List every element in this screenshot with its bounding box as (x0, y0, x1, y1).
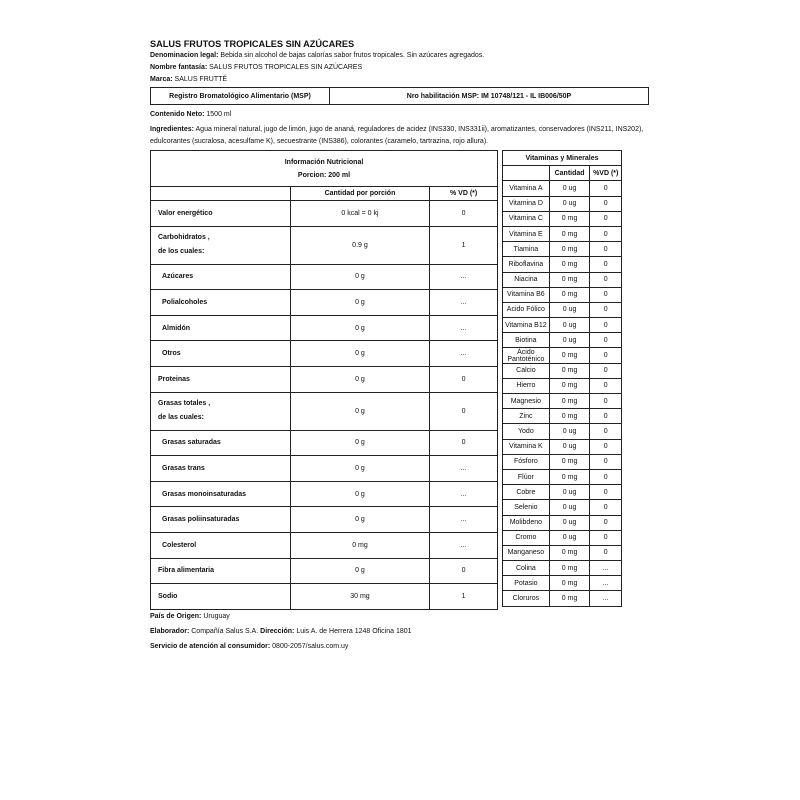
vitamin-row (503, 272, 622, 287)
nutrition-row-name: Proteinas (151, 366, 291, 392)
denominacion-label: Denominacion legal: (150, 52, 219, 59)
nutrition-row-vd: 0 (430, 392, 498, 430)
direccion-label: Dirección: (260, 628, 295, 635)
vitamin-row-vd: 0 (590, 318, 622, 333)
nutrition-row-name (151, 392, 291, 430)
vitamin-row-cantidad: 0 ug (549, 333, 590, 348)
vitamin-row (503, 348, 622, 363)
vitamin-row-vd: 0 (590, 242, 622, 257)
vitamin-row (503, 485, 622, 500)
nutrition-row-name: Valor energético (151, 201, 291, 227)
vitamin-row-cantidad: 0 mg (549, 348, 590, 363)
vitamin-row (503, 257, 622, 272)
nutrition-row-cantidad: 0.9 g (290, 226, 430, 264)
vitamin-row-cantidad: 0 mg (549, 409, 590, 424)
nutrition-row-vd: ... (430, 264, 498, 290)
nutrition-header (151, 151, 498, 187)
nutrition-row (151, 392, 498, 430)
nutrition-row-cantidad: 0 kcal = 0 kj (290, 201, 430, 227)
vitamin-row (503, 454, 622, 469)
nutrition-row-cantidad: 0 g (290, 290, 430, 316)
elaborador-label: Elaborador: (150, 628, 190, 635)
vitamin-row-cantidad: 0 ug (549, 196, 590, 211)
nutrition-row-cantidad: 30 mg (290, 584, 430, 610)
vitamin-row-cantidad: 0 ug (549, 500, 590, 515)
nutrition-row (151, 226, 498, 264)
vitamin-row-vd: ... (590, 591, 622, 606)
vitamin-row (503, 226, 622, 241)
vitamin-row-vd: 0 (590, 439, 622, 454)
nutrition-col-cantidad: Cantidad por porción (290, 187, 430, 201)
fantasia-line (150, 64, 362, 71)
nutrition-row-name: Azúcares (151, 264, 291, 290)
servicio-value: 0800-2057/salus.com.uy (272, 643, 349, 650)
vitamin-row-cantidad: 0 mg (549, 576, 590, 591)
vitamin-row (503, 409, 622, 424)
vitamin-row-name: Biotina (503, 333, 550, 348)
nutrition-row-name: Almidón (151, 315, 291, 341)
nutrition-row (151, 532, 498, 558)
vitamin-row-cantidad: 0 mg (549, 469, 590, 484)
nutrition-row-name-line2: de los cuales: (158, 248, 205, 256)
denominacion-value: Bebida sin alcohol de bajas calorías sabor frutos tropicales. Sin azúcares agregados. (220, 52, 485, 59)
nutrition-row-cantidad: 0 g (290, 341, 430, 367)
nutrition-row-vd: 0 (430, 430, 498, 456)
vitamin-row-name: Selenio (503, 500, 550, 515)
nutrition-row (151, 290, 498, 316)
denominacion-line (150, 52, 484, 59)
vitamin-row-cantidad: 0 mg (549, 287, 590, 302)
vitamin-row-vd: 0 (590, 348, 622, 363)
servicio-line (150, 643, 348, 650)
vitamin-row (503, 530, 622, 545)
vitamin-row-cantidad: 0 ug (549, 302, 590, 317)
vitamin-row-name: Vitamina D (503, 196, 550, 211)
ingredientes-label: Ingredientes: (150, 126, 194, 133)
vitamin-row-vd: 0 (590, 196, 622, 211)
vitamin-row-cantidad: 0 mg (549, 545, 590, 560)
vitamin-row-name: Vitamina B6 (503, 287, 550, 302)
nutrition-row-cantidad: 0 g (290, 558, 430, 584)
vitamin-row (503, 333, 622, 348)
vitamin-row-vd: 0 (590, 287, 622, 302)
vitamin-row-cantidad: 0 mg (549, 454, 590, 469)
nutrition-row-cantidad: 0 g (290, 507, 430, 533)
vitamin-row-cantidad: 0 mg (549, 394, 590, 409)
vitamin-row (503, 181, 622, 196)
vitamin-row-vd: 0 (590, 530, 622, 545)
nutrition-col-name (151, 187, 291, 201)
vitamin-row-vd: 0 (590, 515, 622, 530)
vitamins-table (502, 150, 622, 607)
vitamin-row (503, 545, 622, 560)
vitamin-row-name: Vitamina E (503, 226, 550, 241)
origen-value: Uruguay (203, 613, 230, 620)
nutrition-row-name-line1: Grasas totales , (158, 400, 211, 408)
nutrition-row-name: Otros (151, 341, 291, 367)
vitamin-row-vd: 0 (590, 211, 622, 226)
vitamin-row-name: Potasio (503, 576, 550, 591)
vitamin-row-cantidad: 0 ug (549, 318, 590, 333)
elaborador-line (150, 628, 412, 635)
nutrition-row-name: Grasas trans (151, 456, 291, 482)
marca-line (150, 76, 227, 83)
registro-table (150, 87, 649, 105)
vitamin-row-name: Cobre (503, 485, 550, 500)
vitamin-row-name: Acido Fólico (503, 302, 550, 317)
vitamin-row (503, 469, 622, 484)
vitamin-row-cantidad: 0 mg (549, 363, 590, 378)
vitamin-row (503, 211, 622, 226)
vitamin-row-name: Manganeso (503, 545, 550, 560)
nutrition-row (151, 430, 498, 456)
vitamin-row (503, 242, 622, 257)
nutrition-row-vd: ... (430, 532, 498, 558)
origen-line (150, 613, 230, 620)
marca-label: Marca: (150, 76, 173, 83)
vitamin-row-name: Vitamina B12 (503, 318, 550, 333)
vitamin-row-cantidad: 0 mg (549, 242, 590, 257)
vitamin-row-vd: 0 (590, 272, 622, 287)
vitamin-row-name: Cromo (503, 530, 550, 545)
vitamin-row-name: Yodo (503, 424, 550, 439)
registro-left: Registro Bromatológico Alimentario (MSP) (151, 88, 330, 105)
nutrition-row-vd: ... (430, 481, 498, 507)
nutrition-row (151, 558, 498, 584)
vitamin-row-vd: 0 (590, 363, 622, 378)
nutrition-header-portion: Porcion: 200 ml (297, 171, 351, 179)
vitamin-row-name: Riboflavina (503, 257, 550, 272)
contenido-value: 1500 ml (206, 111, 232, 118)
nutrition-row-name: Grasas poliinsaturadas (151, 507, 291, 533)
nutrition-row (151, 201, 498, 227)
vitamin-row-vd: 0 (590, 181, 622, 196)
vitamin-row (503, 318, 622, 333)
vitamin-row-vd: 0 (590, 500, 622, 515)
vitamin-row-name: Calcio (503, 363, 550, 378)
nutrition-row (151, 456, 498, 482)
contenido-line (150, 111, 231, 118)
nutrition-row-name-line2: de las cuales: (158, 414, 204, 422)
vitamin-row-name: Vitamina C (503, 211, 550, 226)
vitamin-row-cantidad: 0 ug (549, 485, 590, 500)
vitamin-row-cantidad: 0 ug (549, 424, 590, 439)
vitamin-row (503, 363, 622, 378)
vitamin-row-cantidad: 0 ug (549, 530, 590, 545)
vitamin-row-vd: ... (590, 561, 622, 576)
nutrition-row (151, 481, 498, 507)
vitamin-row (503, 287, 622, 302)
vitamin-row-name: Hierro (503, 378, 550, 393)
vitamin-row-vd: 0 (590, 485, 622, 500)
nutrition-row (151, 584, 498, 610)
nutrition-row-cantidad: 0 g (290, 481, 430, 507)
vitamin-row (503, 561, 622, 576)
nutrition-row-cantidad: 0 g (290, 456, 430, 482)
nutrition-row-vd: 0 (430, 366, 498, 392)
nutrition-col-vd: % VD (*) (430, 187, 498, 201)
nutrition-row-cantidad: 0 g (290, 392, 430, 430)
vitamin-row-name: Zinc (503, 409, 550, 424)
nutrition-row-name: Grasas saturadas (151, 430, 291, 456)
vitamins-col-name (503, 166, 550, 181)
nutrition-row-name: Polialcoholes (151, 290, 291, 316)
nutrition-row-name (151, 226, 291, 264)
nutrition-row-vd: 0 (430, 558, 498, 584)
nutrition-row-cantidad: 0 mg (290, 532, 430, 558)
vitamin-row-vd: ... (590, 576, 622, 591)
vitamin-row-name: Ácido Pantoténico (503, 348, 550, 363)
vitamin-row (503, 394, 622, 409)
nutrition-row (151, 507, 498, 533)
vitamin-row-vd: 0 (590, 409, 622, 424)
elaborador-value: Compañía Salus S.A. (191, 628, 259, 635)
vitamin-row-cantidad: 0 mg (549, 378, 590, 393)
vitamin-row-vd: 0 (590, 226, 622, 241)
nutrition-row-cantidad: 0 g (290, 366, 430, 392)
nutrition-row-vd: 1 (430, 584, 498, 610)
nutrition-row-vd: 0 (430, 201, 498, 227)
vitamin-row-cantidad: 0 ug (549, 515, 590, 530)
contenido-label: Contenido Neto: (150, 111, 205, 118)
nutrition-row-vd: ... (430, 341, 498, 367)
nutrition-row-vd: ... (430, 507, 498, 533)
nutrition-row-vd: 1 (430, 226, 498, 264)
vitamin-row-name: Fósforo (503, 454, 550, 469)
nutrition-row-vd: ... (430, 456, 498, 482)
vitamin-row-vd: 0 (590, 302, 622, 317)
vitamin-row (503, 196, 622, 211)
vitamin-row (503, 302, 622, 317)
marca-value: SALUS FRUTTÉ (174, 76, 228, 83)
nutrition-row-cantidad: 0 g (290, 264, 430, 290)
vitamin-row-vd: 0 (590, 394, 622, 409)
vitamin-row-vd: 0 (590, 333, 622, 348)
vitamin-row-name: Magnesio (503, 394, 550, 409)
vitamin-row-vd: 0 (590, 378, 622, 393)
nutrition-header-title: Información Nutricional (284, 158, 364, 166)
nutrition-row-vd: ... (430, 290, 498, 316)
nutrition-row-cantidad: 0 g (290, 315, 430, 341)
vitamin-row-cantidad: 0 mg (549, 211, 590, 226)
vitamins-header: Vitaminas y Minerales (503, 151, 622, 166)
vitamins-col-cantidad: Cantidad (549, 166, 590, 181)
vitamin-row (503, 378, 622, 393)
nutrition-row (151, 366, 498, 392)
vitamin-row-vd: 0 (590, 454, 622, 469)
fantasia-value: SALUS FRUTOS TROPICALES SIN AZÚCARES (209, 64, 363, 71)
nutrition-row (151, 264, 498, 290)
vitamin-row (503, 515, 622, 530)
nutrition-row-cantidad: 0 g (290, 430, 430, 456)
vitamin-row (503, 591, 622, 606)
vitamin-row-vd: 0 (590, 257, 622, 272)
vitamin-row-cantidad: 0 mg (549, 561, 590, 576)
vitamin-row-name: Flúor (503, 469, 550, 484)
nutrition-row-name: Grasas monoinsaturadas (151, 481, 291, 507)
product-title: SALUS FRUTOS TROPICALES SIN AZÚCARES (150, 39, 355, 49)
registro-right: Nro habilitación MSP: IM 10748/121 - IL IB006/50P (330, 88, 649, 105)
nutrition-row-name-line1: Carbohidratos , (158, 234, 210, 242)
vitamin-row-name: Vitamina A (503, 181, 550, 196)
nutrition-row (151, 315, 498, 341)
vitamin-row (503, 500, 622, 515)
vitamins-col-vd: %VD (*) (590, 166, 622, 181)
vitamin-row-cantidad: 0 mg (549, 272, 590, 287)
ingredientes-value: Agua mineral natural, jugo de limón, jugo de ananá, reguladores de acidez (INS330, INS331ii), aromatizantes, conservadores (INS211, INS202), edulcorantes (sucralosa, acesulfame K), secuestrante (INS386), colorantes (caramelo, tartrazina, rojo allura). (150, 126, 644, 145)
vitamin-row-name: Niacina (503, 272, 550, 287)
vitamin-row-name: Cloruros (503, 591, 550, 606)
nutrition-row-name: Fibra alimentaria (151, 558, 291, 584)
vitamin-row (503, 576, 622, 591)
vitamin-row-cantidad: 0 mg (549, 591, 590, 606)
vitamin-row-name: Colina (503, 561, 550, 576)
nutrition-table (150, 150, 498, 610)
vitamin-row-name: Tiamina (503, 242, 550, 257)
nutrition-row-name: Sodio (151, 584, 291, 610)
vitamin-row (503, 424, 622, 439)
origen-label: País de Origen: (150, 613, 202, 620)
vitamin-row-vd: 0 (590, 424, 622, 439)
vitamin-row (503, 439, 622, 454)
vitamin-row-cantidad: 0 ug (549, 439, 590, 454)
vitamin-row-cantidad: 0 mg (549, 257, 590, 272)
vitamin-row-cantidad: 0 mg (549, 226, 590, 241)
nutrition-row-vd: ... (430, 315, 498, 341)
servicio-label: Servicio de atención al consumidor: (150, 643, 271, 650)
nutrition-row-name: Colesterol (151, 532, 291, 558)
vitamin-row-vd: 0 (590, 545, 622, 560)
nutrition-row (151, 341, 498, 367)
direccion-value: Luis A. de Herrera 1248 Oficina 1801 (296, 628, 412, 635)
vitamin-row-cantidad: 0 ug (549, 181, 590, 196)
ingredientes-block (150, 124, 650, 148)
fantasia-label: Nombre fantasía: (150, 64, 208, 71)
vitamin-row-name: Vitamina K (503, 439, 550, 454)
vitamin-row-name: Molibdeno (503, 515, 550, 530)
vitamin-row-vd: 0 (590, 469, 622, 484)
